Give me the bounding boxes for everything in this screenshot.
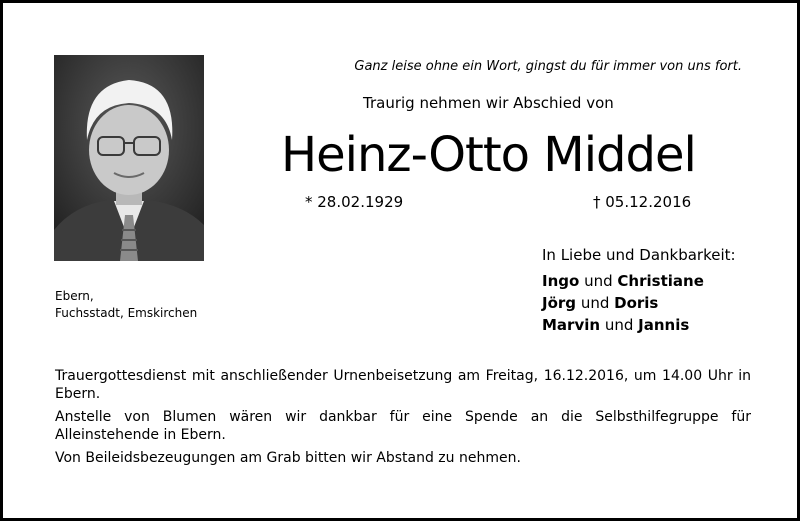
mourner-name: Marvin: [542, 316, 601, 334]
mourner-name: Jörg: [542, 294, 577, 312]
birth-date: * 28.02.1929: [305, 193, 404, 211]
mourner-name: Doris: [614, 294, 659, 312]
mourner-line: [542, 270, 704, 292]
place-block: [55, 288, 197, 322]
thanks-heading: In Liebe und Dankbarkeit:: [542, 246, 736, 264]
service-paragraph: Trauergottesdienst mit anschließender Urnenbeisetzung am Freitag, 16.12.2016, um 14.00 Uhr in Ebern.: [55, 368, 751, 402]
mourner-line: [542, 292, 704, 314]
mourners-list: [542, 270, 704, 336]
mourner-name: Jannis: [638, 316, 690, 334]
conjunction: und: [584, 272, 613, 290]
mourner-name: Ingo: [542, 272, 580, 290]
place-line: Ebern,: [55, 289, 94, 303]
deceased-name: Heinz-Otto Middel: [281, 127, 696, 183]
death-date: † 05.12.2016: [593, 193, 692, 211]
place-line: Fuchsstadt, Emskirchen: [55, 306, 198, 320]
mourner-line: [542, 314, 704, 336]
donation-paragraph: Anstelle von Blumen wären wir dankbar für eine Spende an die Selbsthilfegruppe für Alleinstehende in Ebern.: [55, 409, 751, 443]
mourner-name: Christiane: [617, 272, 704, 290]
motto-line: Ganz leise ohne ein Wort, gingst du für immer von uns fort.: [354, 59, 742, 74]
notice-text: [55, 367, 751, 472]
condolence-paragraph: Von Beileidsbezeugungen am Grab bitten wir Abstand zu nehmen.: [55, 450, 521, 466]
conjunction: und: [580, 294, 610, 312]
intro-line: Traurig nehmen wir Abschied von: [363, 94, 614, 112]
conjunction: und: [604, 316, 634, 334]
portrait-photo: [54, 55, 204, 261]
